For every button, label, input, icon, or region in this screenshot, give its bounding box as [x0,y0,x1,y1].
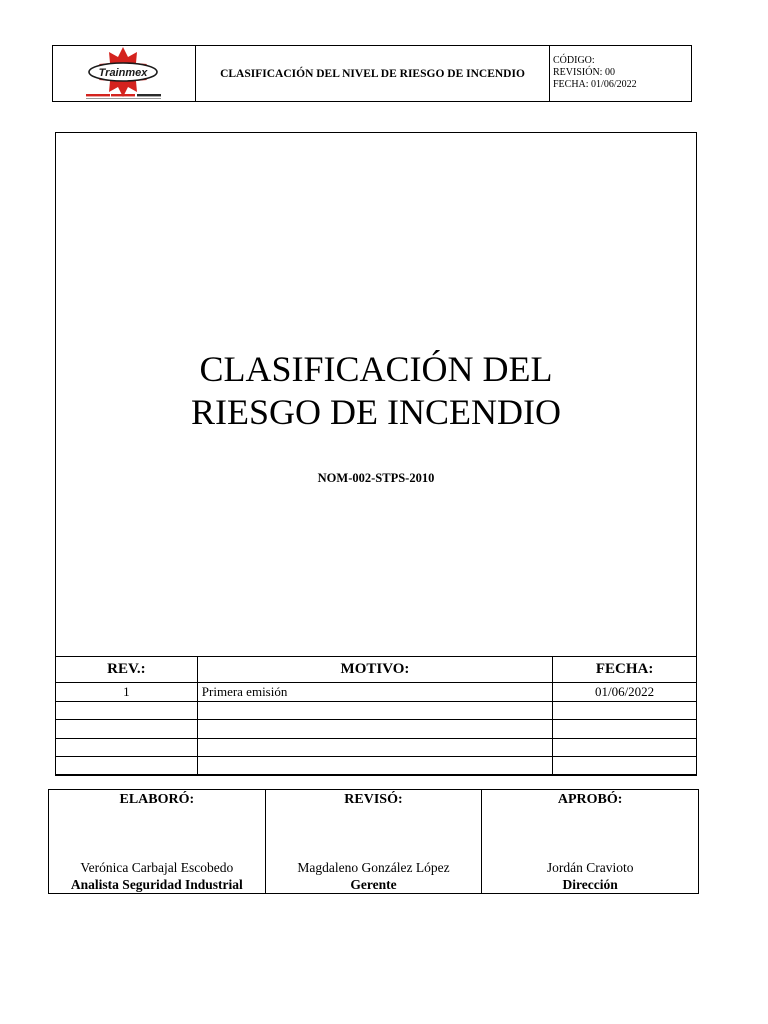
table-row [56,683,697,702]
signature-role: Dirección [562,877,618,892]
trainmex-logo-icon [53,46,195,103]
cover-title-line-1: CLASIFICACIÓN DEL [199,349,553,389]
fecha-cell [553,720,697,739]
cover-frame [55,132,697,775]
motivo-cell [197,757,552,776]
company-logo [53,46,196,101]
code-label: CÓDIGO: [553,55,595,66]
table-row [56,757,697,776]
signature-elaboro [49,790,266,894]
signature-reviso [265,790,482,894]
table-row [56,701,697,720]
header-title: CLASIFICACIÓN DEL NIVEL DE RIESGO DE INCENDIO [196,46,550,101]
signature-aprobo [482,790,699,894]
fecha-cell [553,757,697,776]
rev-cell: 1 [56,683,198,702]
fecha-cell [553,738,697,757]
table-row [56,738,697,757]
cover-title-line-2: RIESGO DE INCENDIO [191,392,561,432]
rev-cell [56,757,198,776]
cover-title [56,348,696,434]
signature-name: Jordán Cravioto [546,860,634,875]
motivo-cell [197,701,552,720]
logo-wordmark: Trainmex [98,67,148,79]
motivo-cell [197,720,552,739]
fecha-cell: 01/06/2022 [553,683,697,702]
revision-label: REVISIÓN: 00 [553,67,615,78]
header-meta [550,46,691,101]
rev-cell [56,701,198,720]
signature-name: Magdaleno González López [297,860,450,875]
date-label: FECHA: 01/06/2022 [553,79,637,90]
rev-cell [56,720,198,739]
signature-heading: APROBÓ: [557,792,623,807]
table-row [56,720,697,739]
col-header-rev: REV.: [56,657,198,683]
signature-name: Verónica Carbajal Escobedo [80,860,234,875]
norm-reference: NOM-002-STPS-2010 [317,471,435,485]
signature-table [48,789,699,894]
signature-heading: ELABORÓ: [119,792,195,807]
revision-table [55,656,697,776]
signature-role: Gerente [350,877,397,892]
revision-table-header [56,657,697,683]
motivo-cell [197,738,552,757]
fecha-cell [553,701,697,720]
motivo-cell: Primera emisión [197,683,552,702]
signature-role: Analista Seguridad Industrial [70,877,243,892]
col-header-fecha: FECHA: [553,657,697,683]
signature-heading: REVISÓ: [344,792,403,807]
rev-cell [56,738,198,757]
col-header-motivo: MOTIVO: [197,657,552,683]
document-header [52,45,692,102]
